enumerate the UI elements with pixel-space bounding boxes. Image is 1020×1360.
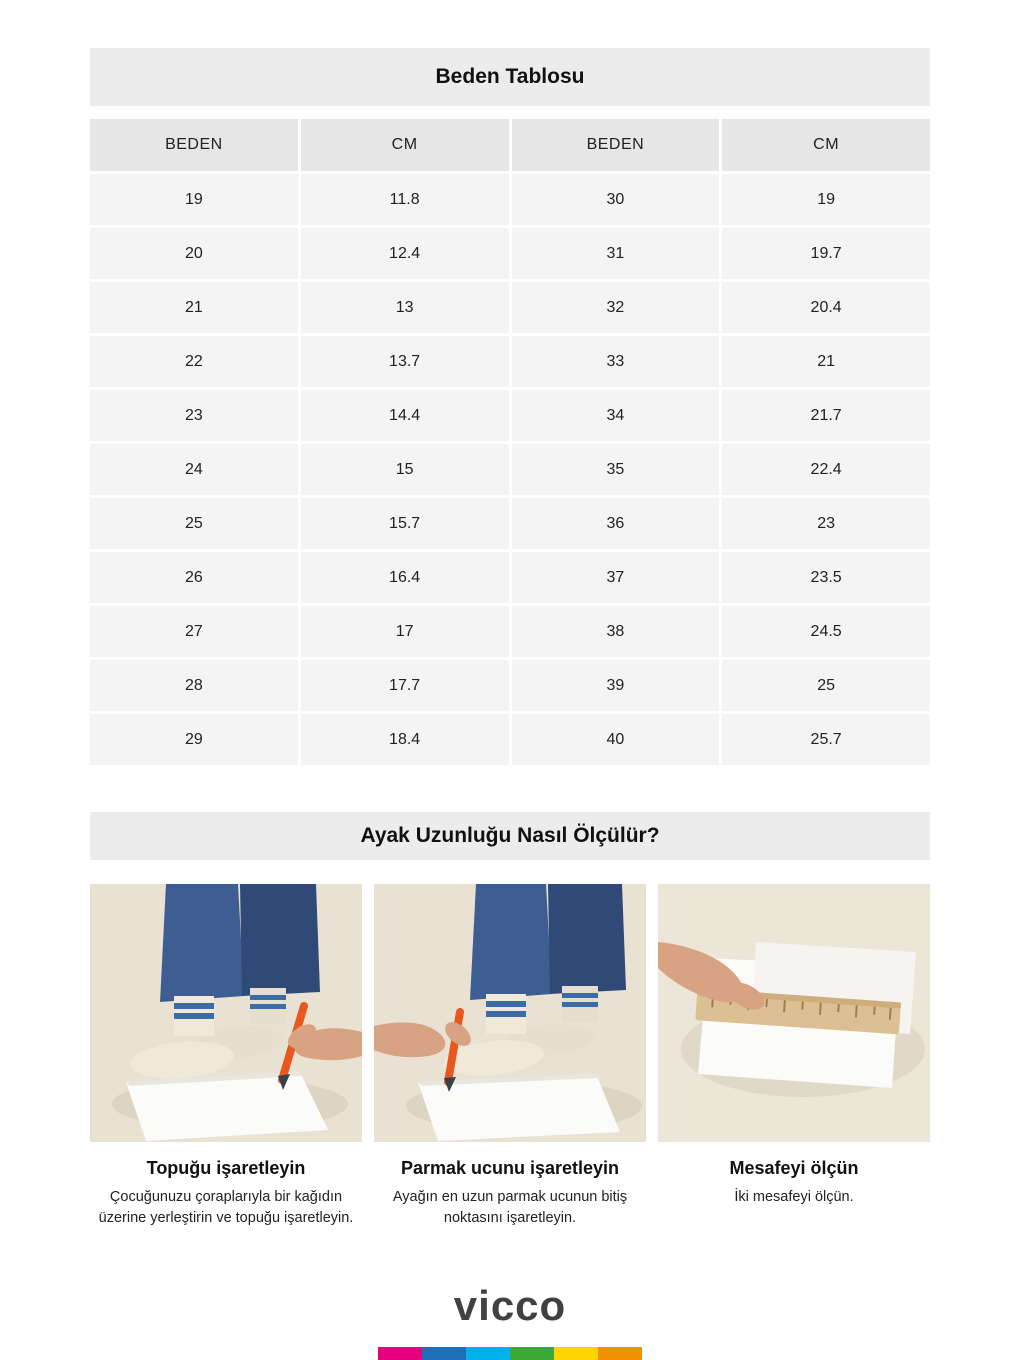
size-table-cell: 25 (90, 498, 298, 549)
size-table-cell: 30 (512, 174, 720, 225)
brand-color-segment (510, 1347, 554, 1360)
brand-footer (90, 1282, 930, 1360)
size-table-cell: 19 (90, 174, 298, 225)
size-table-cell: 37 (512, 552, 720, 603)
size-table-cell: 21 (722, 336, 930, 387)
size-table-cell: 36 (512, 498, 720, 549)
instruction-description: Ayağın en uzun parmak ucunun bitiş noktasını işaretleyin. (392, 1189, 628, 1227)
instruction-description: Çocuğunuzu çoraplarıyla bir kağıdın üzerine yerleştirin ve topuğu işaretleyin. (98, 1189, 354, 1227)
size-table-banner (90, 48, 930, 106)
size-table-cell: 15.7 (301, 498, 509, 549)
instruction-title: Parmak ucunu işaretleyin (400, 1158, 620, 1178)
size-table-row (90, 714, 930, 765)
size-table-cell: 38 (512, 606, 720, 657)
size-table-cell: 25 (722, 660, 930, 711)
size-table-cell: 27 (90, 606, 298, 657)
instruction-card-measure (658, 884, 930, 1229)
size-table (87, 116, 933, 768)
size-table-title: Beden Tablosu (435, 65, 585, 88)
instruction-card-heel (90, 884, 362, 1229)
size-table-cell: 11.8 (301, 174, 509, 225)
size-table-cell: 22.4 (722, 444, 930, 495)
size-table-cell: 39 (512, 660, 720, 711)
size-table-header-cell: CM (301, 119, 509, 171)
size-table-cell: 20.4 (722, 282, 930, 333)
brand-color-segment (466, 1347, 510, 1360)
size-table-row (90, 606, 930, 657)
size-table-header-row (90, 119, 930, 171)
brand-color-segment (598, 1347, 642, 1360)
brand-color-segment (422, 1347, 466, 1360)
size-table-row (90, 174, 930, 225)
instruction-cards-row (90, 884, 930, 1229)
distance-measuring-photo (658, 884, 930, 1142)
size-table-row (90, 228, 930, 279)
measure-guide-banner (90, 812, 930, 860)
size-table-cell: 23 (90, 390, 298, 441)
size-table-cell: 19 (722, 174, 930, 225)
size-table-row (90, 660, 930, 711)
brand-color-segment (554, 1347, 598, 1360)
size-table-row (90, 498, 930, 549)
brand-color-bar (378, 1347, 642, 1360)
size-table-cell: 29 (90, 714, 298, 765)
instruction-title: Topuğu işaretleyin (146, 1158, 306, 1178)
size-table-cell: 28 (90, 660, 298, 711)
size-table-header-cell: BEDEN (512, 119, 720, 171)
size-table-cell: 35 (512, 444, 720, 495)
size-table-row (90, 444, 930, 495)
size-table-row (90, 336, 930, 387)
ruler-measuring-illustration (658, 884, 930, 1142)
size-table-body (90, 174, 930, 765)
size-table-cell: 34 (512, 390, 720, 441)
measure-guide-title: Ayak Uzunluğu Nasıl Ölçülür? (360, 824, 660, 847)
size-table-cell: 23 (722, 498, 930, 549)
size-table-cell: 26 (90, 552, 298, 603)
size-table-head (90, 119, 930, 171)
size-table-row (90, 552, 930, 603)
brand-color-segment (378, 1347, 422, 1360)
size-table-cell: 12.4 (301, 228, 509, 279)
size-table-cell: 25.7 (722, 714, 930, 765)
heel-marking-photo (90, 884, 362, 1142)
size-table-cell: 16.4 (301, 552, 509, 603)
size-table-cell: 40 (512, 714, 720, 765)
size-table-cell: 17.7 (301, 660, 509, 711)
toe-marking-photo (374, 884, 646, 1142)
size-table-cell: 13.7 (301, 336, 509, 387)
size-table-cell: 13 (301, 282, 509, 333)
size-table-header-cell: BEDEN (90, 119, 298, 171)
size-table-cell: 17 (301, 606, 509, 657)
instruction-description: İki mesafeyi ölçün. (734, 1189, 854, 1205)
size-table-cell: 21 (90, 282, 298, 333)
size-table-cell: 14.4 (301, 390, 509, 441)
size-table-cell: 31 (512, 228, 720, 279)
size-table-cell: 19.7 (722, 228, 930, 279)
size-table-cell: 15 (301, 444, 509, 495)
size-table-cell: 20 (90, 228, 298, 279)
vicco-logo: vicco (453, 1282, 567, 1330)
size-table-row (90, 390, 930, 441)
size-table-cell: 24 (90, 444, 298, 495)
size-table-cell: 23.5 (722, 552, 930, 603)
toe-marking-illustration (374, 884, 646, 1142)
size-table-cell: 33 (512, 336, 720, 387)
size-table-cell: 18.4 (301, 714, 509, 765)
size-table-header-cell: CM (722, 119, 930, 171)
size-table-cell: 32 (512, 282, 720, 333)
size-table-cell: 21.7 (722, 390, 930, 441)
size-table-row (90, 282, 930, 333)
size-table-cell: 24.5 (722, 606, 930, 657)
size-table-cell: 22 (90, 336, 298, 387)
instruction-card-toe (374, 884, 646, 1229)
heel-marking-illustration (90, 884, 362, 1142)
instruction-title: Mesafeyi ölçün (729, 1158, 859, 1178)
